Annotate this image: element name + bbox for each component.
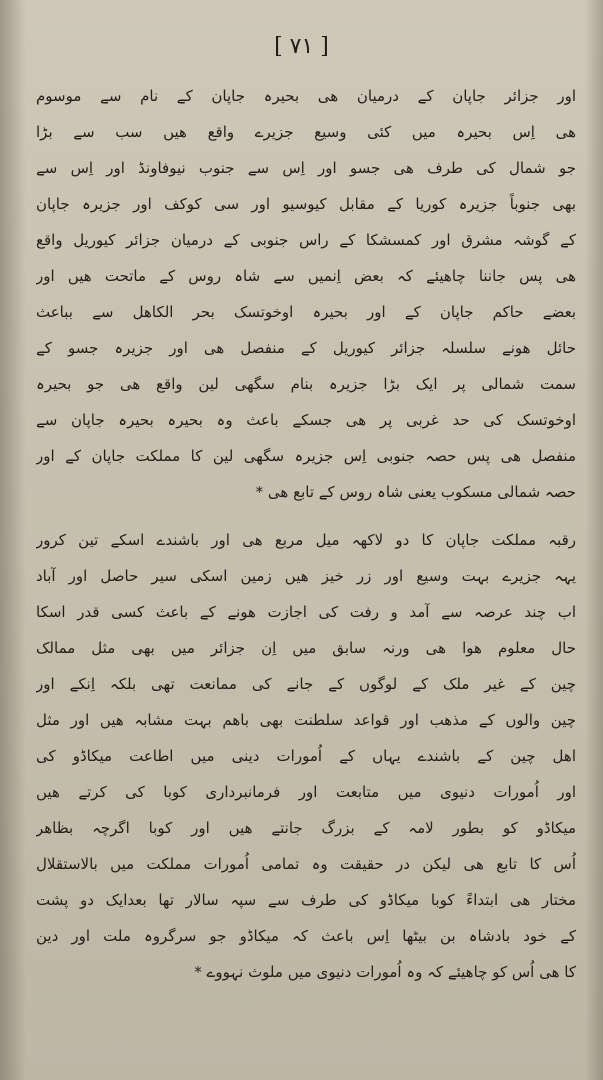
text-line-paragraph-end: حصہ شمالی مسکوب یعنی شاہ روس کے تابع ھی * (255, 483, 576, 501)
paragraph-gap (36, 510, 576, 522)
text-line: چین کے غیر ملک کے لوگوں کے جانے کی ممانعت تھی بلکہ اِنکے اور (36, 675, 576, 693)
text-line: کے خود بادشاہ بن بیٹھا اِس باعث کہ میکاڈو جو سرگروہ ملت اور دین (36, 927, 576, 945)
page-edge-shadow (585, 0, 603, 1080)
text-line: مختار ھی ابتداءً کوبا میکاڈو کی طرف سے سپہ سالار تھا بعدایک دو پشت (36, 891, 576, 909)
text-line-paragraph-end: کا ھی اُس کو چاھیئے کہ وہ اُمورات دنیوی میں ملوث نہووے * (194, 963, 576, 981)
text-line: منفصل ھی پس حصہ جنوبی اِس جزیرہ سگھی لین کا مملکت جاپان کے اور (36, 447, 576, 465)
text-line: میکاڈو کو بطور لامہ کے بزرگ جانتے ھیں اور کوبا اگرچہ بظاھر (36, 819, 576, 837)
text-line: یہہ جزیرے بہت وسیع اور زر خیز ھیں زمین اسکی سیر حاصل اور آباد (36, 567, 576, 585)
text-line: بعضے حاکم جاپان کے اور بحیرہ اوخوتسک بحر الکاھل سے بباعث (36, 303, 576, 321)
text-line: اوخوتسک کی حد غربی پر ھی جسکے باعث وہ بحیرہ بحیرہ جاپان سے (36, 411, 576, 429)
text-line: ھی اِس بحیرہ میں کئی وسیع جزیرے واقع ھیں سب سے بڑا (36, 123, 576, 141)
text-line: اور جزائر جاپان کے درمیان ھی بحیرہ جاپان کے نام سے موسوم (36, 87, 576, 105)
text-line: ھی پس جاننا چاھیئے کہ بعض اِنمیں سے شاہ روس کے ماتحت ھیں اور (36, 267, 576, 285)
body-text (36, 78, 576, 990)
text-line: کے گوشہ مشرق اور کمسشکا کے راس جنوبی کے درمیان جزائر کیوریل واقع (36, 231, 576, 249)
text-line: حال معلوم ھوا ھی ورنہ سابق میں اِن جزائر میں بھی مثل ممالک (36, 639, 576, 657)
text-line: اھل چین کے باشندے یہاں کے اُمورات دینی میں اطاعت میکاڈو کی (36, 747, 576, 765)
text-line: جو شمال کی طرف ھی جسو اور اِس سے جنوب نیوفاونڈ اور اِس سے (36, 159, 576, 177)
page-gutter-shadow (0, 0, 26, 1080)
text-line: بھی جنوباً جزیرہ کوریا کے مقابل کیوسیو اور سی کوکف اور جزیرہ جاپان (36, 195, 576, 213)
text-line: حائل ھونے سلسلہ جزائر کیوریل کے منفصل ھی اور جزیرہ جسو کے (36, 339, 576, 357)
text-line: سمت شمالی پر ایک بڑا جزیرہ بنام سگھی لین واقع ھی جو بحیرہ (36, 375, 576, 393)
text-line: رقبہ مملکت جاپان کا دو لاکھہ میل مربع ھی اور باشندے اسکے تین کرور (36, 531, 576, 549)
text-line: اُس کا تابع ھی لیکن در حقیقت وہ تمامی اُمورات مملکت میں بالاستقلال (36, 855, 576, 873)
text-line: اور اُمورات دنیوی میں متابعت اور فرمانبرداری کوبا کی کرتے ھیں (36, 783, 576, 801)
text-line: اب چند عرصہ سے آمد و رفت کی اجازت ھونے کے باعث کسی قدر اسکا (36, 603, 576, 621)
text-line: چین والوں کے مذھب اور قواعد سلطنت بھی باھم بہت مشابہ ھیں اور مثل (36, 711, 576, 729)
page-number: [ ۷۱ ] (274, 34, 329, 59)
